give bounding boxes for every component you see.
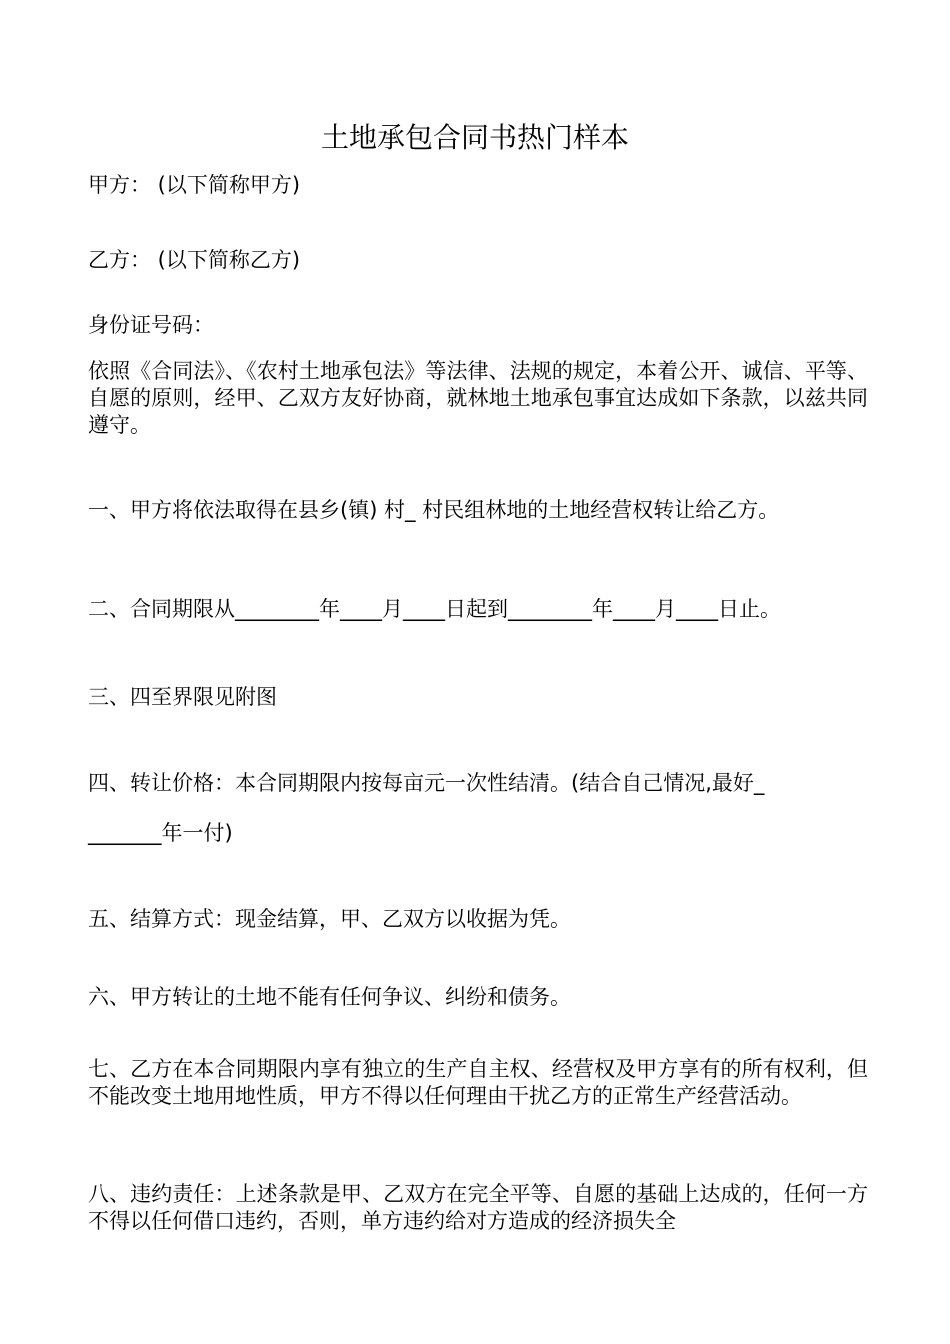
- clause-2: 二、合同期限从________年____月____日起到________年____月____日止。: [88, 597, 781, 621]
- document-title: 土地承包合同书热门样本: [320, 121, 629, 154]
- id-number-line: 身份证号码：: [88, 313, 214, 337]
- party-b-line: 乙方： (以下简称乙方): [88, 248, 301, 272]
- clause-4: 四、转让价格：本合同期限内按每亩元一次性结清。(结合自己情况,最好_: [88, 771, 765, 795]
- clause-1: 一、甲方将依法取得在县乡(镇) 村_ 村民组林地的土地经营权转让给乙方。: [88, 498, 780, 522]
- clause-6: 六、甲方转让的土地不能有任何争议、纠纷和债务。: [88, 985, 571, 1009]
- clause-3: 三、四至界限见附图: [88, 685, 277, 709]
- party-a-line: 甲方： (以下简称甲方): [88, 173, 301, 197]
- clause-4-continued: _______年一付): [88, 821, 233, 845]
- preamble-paragraph: 依照《合同法》、《农村土地承包法》等法律、法规的规定，本着公开、诚信、平等、自愿的原则，经甲、乙双方友好协商，就林地土地承包事宜达成如下条款，以兹共同遵守。: [88, 359, 868, 437]
- clause-8: 八、违约责任：上述条款是甲、乙双方在完全平等、自愿的基础上达成的，任何一方不得以任何借口违约，否则，单方违约给对方造成的经济损失全: [88, 1182, 868, 1233]
- clause-5: 五、结算方式：现金结算，甲、乙双方以收据为凭。: [88, 907, 571, 931]
- clause-7: 七、乙方在本合同期限内享有独立的生产自主权、经营权及甲方享有的所有权利，但不能改变土地用地性质，甲方不得以任何理由干扰乙方的正常生产经营活动。: [88, 1057, 868, 1108]
